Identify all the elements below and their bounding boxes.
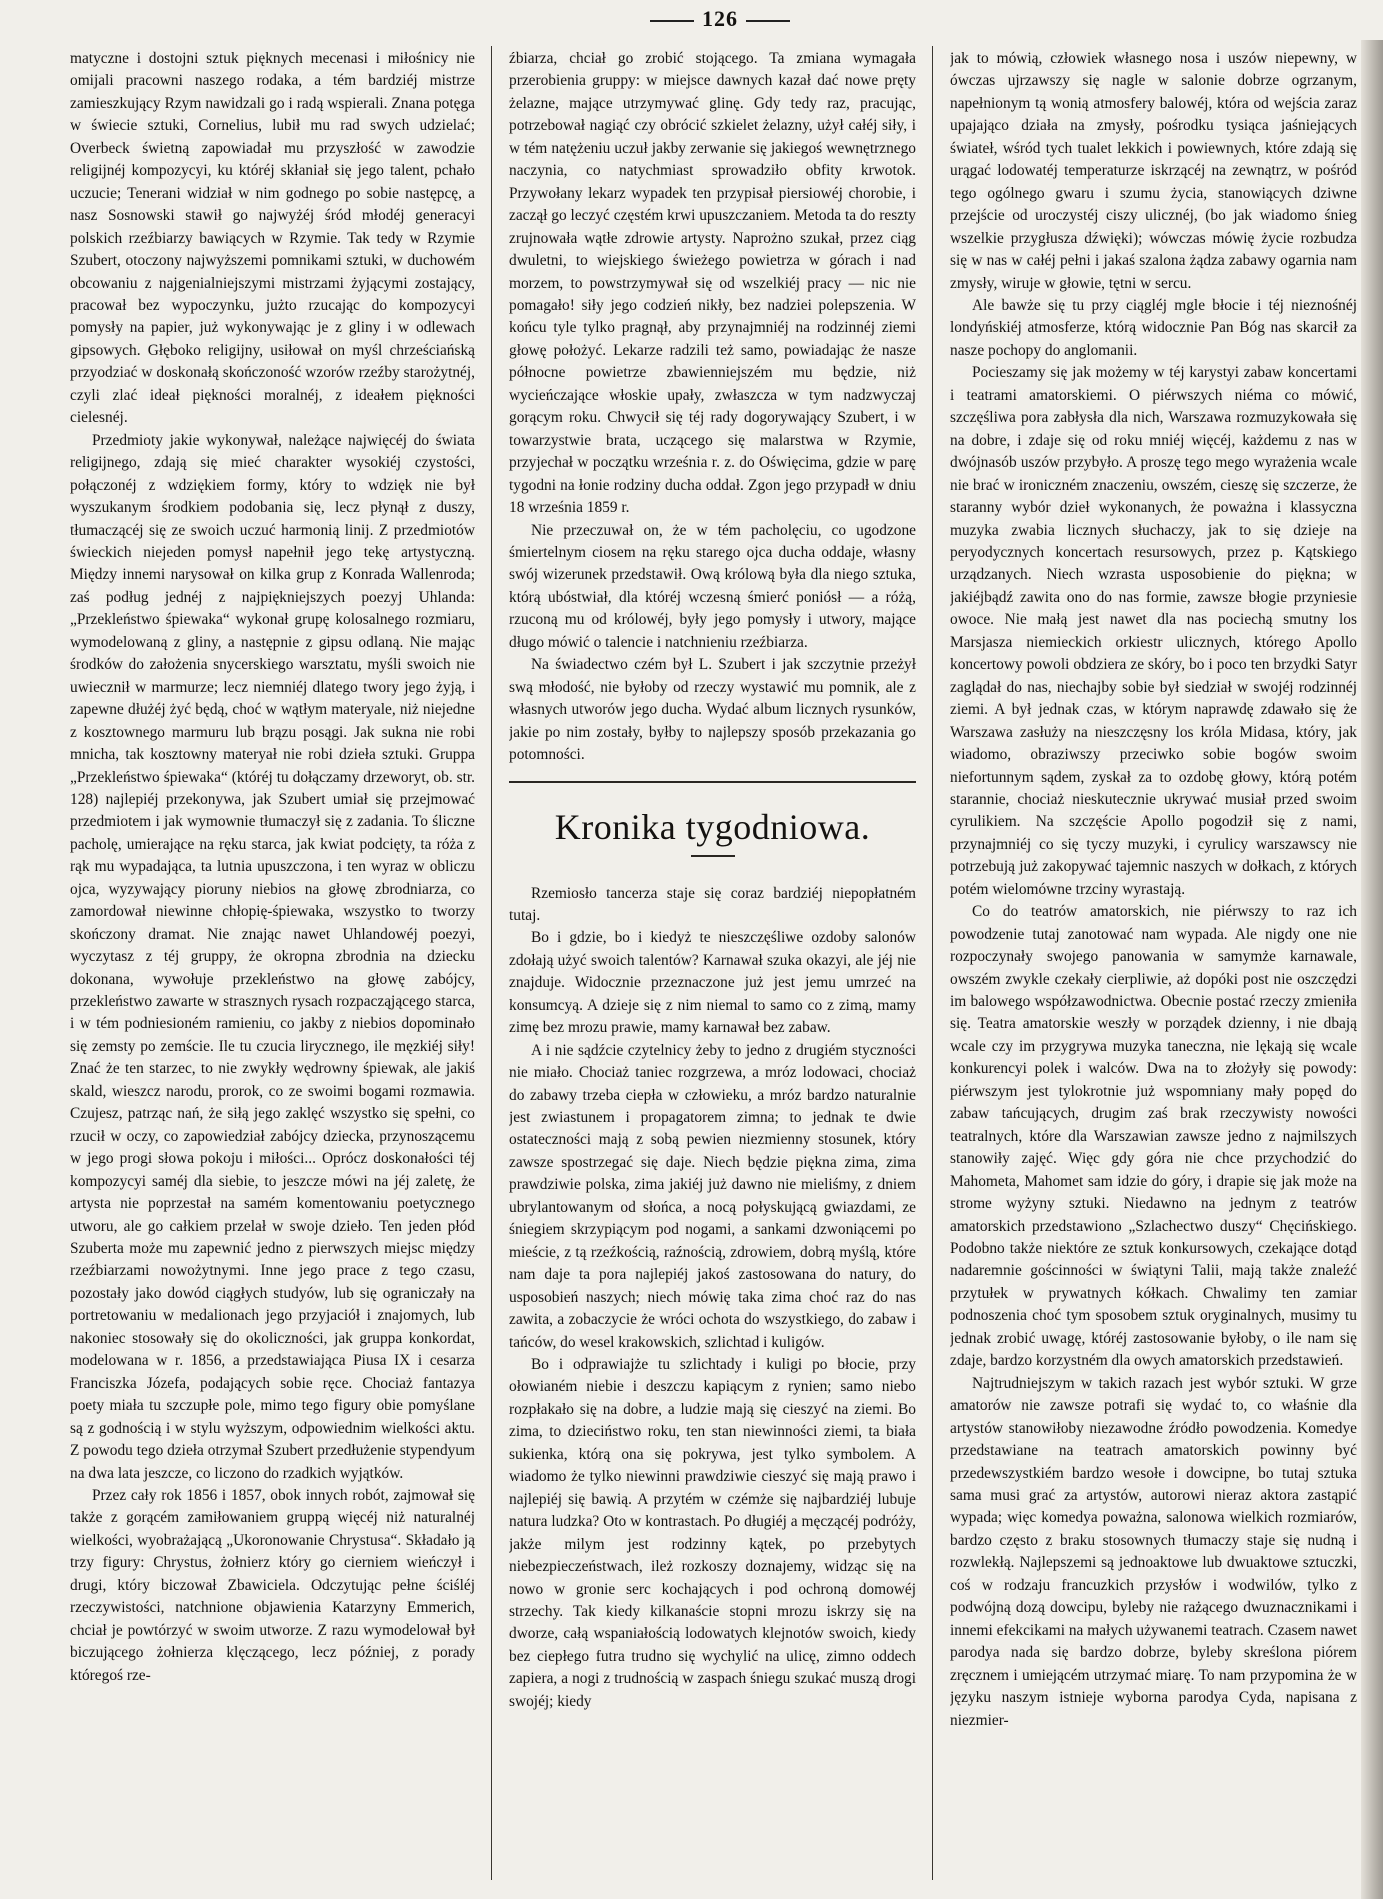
page-number [640,6,800,32]
chronicle-paragraph-1: Rzemiosło tancerza staje się coraz bardziéj niepopłatném tutaj. [509,884,916,924]
page-number-text: 126 [702,6,738,31]
section-divider [509,781,916,783]
chronicle-paragraph-4: Bo i odprawiajże tu szlichtady i kuligi po błocie, przy ołowianém niebie i deszczu kapiącym z rynien; samo niebo rozpłakało się na dobre, a ludzie mają się cieszyć na ziemi. Bo zima, to dzieciństwo roku, ten stan niewinności ziemi, ta biała sukienka, którą ona się pokrywa, jest tylko symbolem. A wiadomo że tylko niewinni prawdziwie cieszyć się mają prawo i najlepiéj się bawią. A przytém w czémże się najbardziéj lubuje natura ludzka? Oto w kontrastach. Po długiéj a męczącéj podróży, jakże milym jest rodzinny kątek, po przebytych niebezpieczeństwach, ileż rozkoszy doznajemy, widząc się na nowo w gronie serc kochających i pod ochroną domowéj strzechy. Tak kiedy kilkanaście stopni mrozu iskrzy się na dworze, całą wspaniałością lodowatych klejnotów swoich, kiedy bez ciepłego futra trudno się wychylić na ulicę, zimno oddech zapiera, a nogi z trudnością w zaspach śniegu szukać muszą drogi swojéj; kiedy [509,1356,916,1710]
folio-rule-left [650,20,694,22]
folio-rule-right [746,20,790,22]
page-edge-shadow [1361,40,1383,1899]
chronicle-paragraph-3: A i nie sądźcie czytelnicy żeby to jedno z drugiém styczności nie miało. Chociaż taniec rozgrzewa, a mróz lodowaci, chociaż do zabawy trzeba ciepła w człowieku, a mróz bardzo naturalnie jest zwiastunem i propagatorem zimna; to jednak te dwie ostateczności mają z sobą pewien niezmienny stosunek, który zawsze spostrzegać się daje. Niech będzie piękna zima, zima prawdziwie polska, zima jakiéj już dawno nie mieliśmy, z dniem ubrylantowanym od słońca, a nocą połyskującą gwiazdami, ze śniegiem skrzypiącym pod nogami, a sankami dzwoniącemi po mieście, z tą rzeźkością, raźnością, zdrowiem, dobrą myślą, które nam daje ta pora najlepiéj jakoś zastosowana do natury, do usposobień naszych; niech mówię taka zima choć raz do nas zawita, a zobaczycie że wróci ochota do wszystkiego, do zabaw i tańców, do wesel krakowskich, szlichtad i kuligów. [509,1041,916,1351]
chronicle-paragraph-2: Bo i gdzie, bo i kiedyż te nieszczęśliwe ozdoby salonów zdołają użyć swoich talentów? Karnawał szuka okazyi, ale jéj nie znajduje. Widocznie przeznaczone już jest jemu umrzeć na konsumcyą. A dzieje się z nim niemal to samo co z zimą, mamy zimę bez mrozu prawie, mamy karnawał bez zabaw. [509,929,916,1037]
middle-column [509,48,916,1878]
left-paragraph-2: Przedmioty jakie wykonywał, należące najwięcéj do świata religijnego, zdają się mieć charakter wysokiéj czystości, połączonéj z wdziękiem formy, który to wdzięk nie był wyszukanym środkiem podobania się, lecz płynął z duszy, tłumaczącéj się ze swoich uczuć harmonią linij. Z przedmiotów świeckich niejeden pomysł napełnił jego tekę artystyczną. Między innemi narysował on kilka grup z Konrada Wallenroda; zaś podług jednéj z najpiękniejszych poezyj Uhlanda: „Przekleństwo śpiewaka“ wykonał grupę kolosalnego rozmiaru, wymodelowaną z gliny, a następnie z gipsu odlaną. Nie mając środków do założenia snycerskiego warsztatu, myśli swoich nie uwiecznił w marmurze; lecz niemniéj dlatego twory jego żyją, i zapewne dłużéj żyć będą, choć w wątłym materyale, niż niejedne z kosztownego marmuru lub brązu posągi. Jak sukna nie robi mnicha, tak kosztowny materyał nie robi dzieła sztuki. Gruppa „Przekleństwo śpiewaka“ (któréj tu dołączamy drzeworyt, ob. str. 128) najlepiéj przekonywa, jak Szubert umiał się przejmować przedmiotem i jak wymownie tłumaczył się z zadania. To śliczne pacholę, umierające na ręku starca, jak kwiat podcięty, ta róża z rąk mu wypadająca, ta lutnia upuszczona, i ten wyraz w obliczu ojca, wyzywający pioruny niebios na głowę zbrodniarza, co zamordował niewinne chłopię-śpiewaka, wszystko to tworzy skończony dramat. Nie znając nawet Uhlandowéj poezyi, wyczytasz z téj gruppy, że okropna zbrodnia na dziecku dokonana, wywołuje przekleństwo na głowę zabójcy, przekleństwo zawarte w strasznych rysach rozpacząjącego starca, i w tém podniesioném ramieniu, co jakby z niebios dopominało się zemsty po zemście. Ile tu czucia lirycznego, ile męzkiéj siły! Znać że ten starzec, to nie zwykły wędrowny śpiewak, ale jakiś skald, wieszcz narodu, prorok, co ze swoimi bogami rozmawia. Czujesz, patrząc nań, że siłą jego zaklęć wszystko się spełni, co rzucił w oczy, co zapowiedział zabójcy dziecka, przynoszącemu w jego progi słowa pokoju i miłości... Oprócz doskonałości téj kompozycyi saméj dla siebie, to jeszcze mówi na jéj zaletę, że artysta nie poprzestał na samém komentowaniu poetycznego utworu, ale go całkiem przelał w swoje dzieło. Ten jeden płód Szuberta może mu zapewnić jedno z pierwszych miejsc między rzeźbiarzami nowożytnymi. Inne jego prace z tego czasu, pozostały jako dowód ciągłych studyów, lub się ograniczały na portretowaniu w medalionach jego przyjaciół i znajomych, lub nakoniec stosowały się do okoliczności, jak gruppa konkordat, modelowana w r. 1856, a przedstawiająca Piusa IX i cesarza Franciszka Józefa, podających sobie ręce. Chociaż fantazya poety miała tu szczupłe pole, mimo tego figury obie pomyślane są z godnością i w stylu wyższym, odpowiednim wielkości aktu. Z powodu tego dzieła otrzymał Szubert przedłużenie stypendyum na dwa lata jeszcze, co liczono do rzadkich wyjątków. [70,431,475,1482]
middle-paragraph-1: źbiarza, chciał go zrobić stojącego. Ta zmiana wymagała przerobienia gruppy: w miejsce dawnych kazał dać nowe pręty żelazne, mające utrzymywać glinę. Gdy tedy raz, pracując, potrzebował nagiąć czy obrócić szkielet żelazny, użył całéj siły, i w tém natężeniu uczuł jakby zerwanie się jakiegoś wewnętrznego naczynia, co natychmiast sprowadziło obfity krwotok. Przywołany lekarz wypadek ten przypisał piersiowéj chorobie, i zaczął go leczyć częstém krwi upuszczaniem. Metoda ta do reszty zrujnowała wątłe zdrowie artysty. Naprożno szukał, przez ciąg dwuletni, to wiejskiego świeżego powietrza w górach i nad morzem, to powstrzymywał się od wszelkiéj pracy — nic nie pomagało! siły jego codzień nikły, bez nadziei polepszenia. W końcu tyle tylko pragnął, aby przynajmniéj na rodzinnéj ziemi głowę położyć. Lekarze radzili też samo, powiadając że nasze północne powietrze zbawienniejszém mu będzie, niż wycieńczające włoskie upały, zwłaszcza w tym nadzwyczaj gorącym roku. Chwycił się téj rady dogorywający Szubert, i w towarzystwie brata, uczącego się malarstwa w Rzymie, przyjechał w początku września r. z. do Oświęcima, gdzie w parę tygodni na łonie rodziny ducha oddał. Zgon jego przypadł w dniu 18 września 1859 r. [509,50,916,517]
left-paragraph-1: matyczne i dostojni sztuk pięknych mecenasi i miłośnicy nie omijali pracowni naszego rodaka, a tém bardziéj mistrze zamieszkujący Rzym nawidzali go i radą wspierali. Znana potęga w świecie sztuki, Cornelius, lubił mu rad swych udzielać; Overbeck świetną zapowiadał mu przyszłość w zawodzie religijnéj kompozycyi, ku któréj skłaniał się jego talent, pchało uczucie; Tenerani widział w nim godnego po sobie następcę, a nasz Sosnowski stawił go najwyżéj śród młodéj generacyi polskich rzeźbiarzy bawiących w Rzymie. Tak tedy w Rzymie Szubert, otoczony najwyższemi pomnikami sztuki, w duchowém obcowaniu z najgenialniejszymi mistrzami żyjącymi zostający, pracował bez wypoczynku, jużto rzucając do kompozycyi pomysły na papier, już wykonywając je z gliny i w odlewach gipsowych. Głęboko religijny, usiłował on myśl chrześciańską przyodziać w doskonałą skończoność wzorów rzeźby starożytnéj, czyli zlać ideał piękności moralnéj, z ideałem piękności cielesnéj. [70,50,475,427]
right-column [950,48,1357,1878]
middle-paragraph-2: Nie przeczuwał on, że w tém pacholęciu, co ugodzone śmiertelnym ciosem na ręku starego ojca ducha oddaje, własny swój wizerunek przedstawił. Ową królową była dla niego sztuka, którą ubóstwiał, dla któréj wczesną śmierć poniósł — a różą, rzuconą mu od królowéj, były jego pomysły i utwory, mające długo mówić o talencie i natchnieniu rzeźbiarza. [509,521,916,651]
section-title: Kronika tygodniowa. [554,806,871,847]
right-paragraph-5: Najtrudniejszym w takich razach jest wybór sztuki. W grze amatorów nie zawsze potrafi się wydać to, co właśnie dla artystów stanowiłoby niezawodne źródło powodzenia. Komedye przedstawiane na teatrach amatorskich powinny być przedewszystkiém bardzo wesołe i dowcipne, bo tutaj sztuka sama musi grać za artystów, autorowi nieraz aktora zastąpić wypada; więc komedya poważna, salonowa wielkich rozmiarów, bardzo często z braku stosownych tłumaczy staje się nudną i rozwlekłą. Najlepszemi są jednoaktowe lub dwuaktowe sztuczki, coś w rodzaju francuzkich przysłów i wodwilów, tylko z podwójną dozą dowcipu, byleby nie rażącego dwuznacznikami i innemi efekcikami na małych używanemi teatrach. Czasem nawet parodya nada się bardzo dobrze, byleby skreślona piórem zręcznem i umiejącém utrzymać miarę. To nam przypomina że w języku naszym istnieje wyborna parodya Cyda, napisana z niezmier- [950,1374,1357,1729]
title-dash [691,855,735,857]
right-paragraph-2: Ale bawże się tu przy ciągléj mgle błocie i téj nieznośnéj londyńskiéj atmosferze, którą widocznie Pan Bóg nas skarcił za nasze pochopy do anglomanii. [950,296,1357,359]
right-paragraph-1: jak to mówią, człowiek własnego nosa i uszów niepewny, w ówczas ujrzawszy się nagle w salonie dobrze ogrzanym, napełnionym tą wonią atmosfery balowéj, która od wejścia zaraz upajająco działa na zmysły, pośrodku tysiąca jaśniejących świateł, wśród tych tualet lekkich i powiewnych, które zdają się urągać lodowatéj temperaturze iskrzącéj na zewnątrz, w pośród tego ogólnego gwaru i szumu życia, stanowiących dziwne przejście od uroczystéj ciszy ulicznéj, (bo jak wiadomo śnieg wszelkie przygłusza dźwięki); wówczas mówię życie rozbudza się w nas w całéj pełni i jakaś szalona żądza zabawy ogarnia nam zmysły, wiruje w głowie, tętni w sercu. [950,50,1357,292]
column-divider-left [491,46,492,1880]
column-divider-right [932,46,933,1880]
left-paragraph-3: Przez cały rok 1856 i 1857, obok innych robót, zajmował się także z gorącém zamiłowaniem gruppą więcéj niż naturalnéj wielkości, wyobrażającą „Ukoronowanie Chrystusa“. Składało ją trzy figury: Chrystus, żołnierz który go cierniem wieńczył i drugi, który biczował Zbawiciela. Odczytując pełne ściśléj rzeczywistości, natchnione objawienia Katarzyny Emmerich, chciał je powtórzyć w swoim utworze. Z razu wymodelował był biczującego żołnierza klęczącego, lecz później, z porady któregoś rze- [70,1487,475,1684]
middle-paragraph-3: Na świadectwo czém był L. Szubert i jak szczytnie przeżył swą młodość, nie byłoby od rzeczy wystawić mu pomnik, ale z własnych utworów jego ducha. Wydać album licznych rysunków, jakie po nim zostały, byłby to najlepszy sposób przekazania go potomności. [509,656,916,764]
left-column [70,48,475,1878]
right-paragraph-3: Pocieszamy się jak możemy w téj karystyi zabaw koncertami i teatrami amatorskiemi. O piérwszych niéma co mówić, szczęśliwa pora zabłysła dla nich, Warszawa rozmuzykowała się na dobre, i zdaje się od roku mniéj więcéj, każdemu z nas w dwójnasób uszów przybyło. A proszę tego mego wyrażenia wcale nie brać w ironiczném znaczeniu, owszém, cieszę się szczerze, że staranny wybór dzieł wykonanych, że poważna i klassyczna muzyka zwabia licznych słuchaczy, jak to się dzieje na peryodycznych koncertach resursowych, przez p. Kątskiego urządzanych. Niech wzrasta usposobienie do piękna; w jakiéjbądź zawita ono do nas formie, zawsze błogie przyniesie owoce. Nie małą jest nawet dla nas pociechą smutny los Marsjasza niemieckich orkiestr ulicznych, którego Apollo koncertowy powoli obdziera ze skóry, bo i poco ten brzydki Satyr zaglądał do nas, niechajby sobie był siedział w swojéj rodzinnéj ziemi. A był jednak czas, w którym naprawdę zdawało się że Warszawa zasłuży na nieszczęsny los króla Midasa, który, jak wiadomo, obraziwszy przeciwko sobie bogów swoim niefortunnym sądem, zyskał za to ozdobę głowy, którą potém starannie, chociaż nieskutecznie ukrywać musiał przed swoim cyrulikiem. Na szczęście Apollo pogodził się z nami, przynajmniéj co się tyczy muzyki, i cyrulicy warszawscy nie potrzebują już zakopywać tajemnic naszych w dołkach, z których potém wielomówne trzciny wyrastają. [950,364,1357,898]
right-paragraph-4: Co do teatrów amatorskich, nie piérwszy to raz ich powodzenie tutaj zanotować nam wypada. Ale nigdy one nie rozpoczynały swojego panowania w samymże karnawale, owszém zwykle czekały cierpliwie, aż dopóki post nie oszczędzi im balowego współzawodnictwa. Obecnie postać rzeczy zmieniła się. Teatra amatorskie weszły w porządek dzienny, i nie dbają wcale czy im przygrywa muzyka taneczna, nie lękają się wcale konkurencyi polek i walców. Dwa na to złożyły się powody: piérwszym jest tylokrotnie już wspomniany mały popęd do zabaw tańcujących, drugim zaś brak rzeczywisty nowości teatralnych, które dla Warszawian zawsze jedno z najmilszych stanowiły zajęć. Więc gdy góra nie chce przychodzić do Mahometa, Mahomet sam idzie do góry, i drapie się jak może na strome wyżyny sztuki. Niedawno na jednym z teatrów amatorskich przedstawiono „Szlachectwo duszy“ Chęcińskiego. Podobno także niektóre ze sztuk konkursowych, czekające dotąd nadaremnie gościnności w świątyni Talii, mają także znaleźć przytułek w prywatnych kółkach. Chwalimy ten zamiar podnoszenia choć tym sposobem sztuk oryginalnych, musimy tu jednak zrobić uwagę, któréj zastosowanie byłoby, o ile nam się zdaje, bardzo korzystném dla owych amatorskich przedstawień. [950,903,1357,1370]
